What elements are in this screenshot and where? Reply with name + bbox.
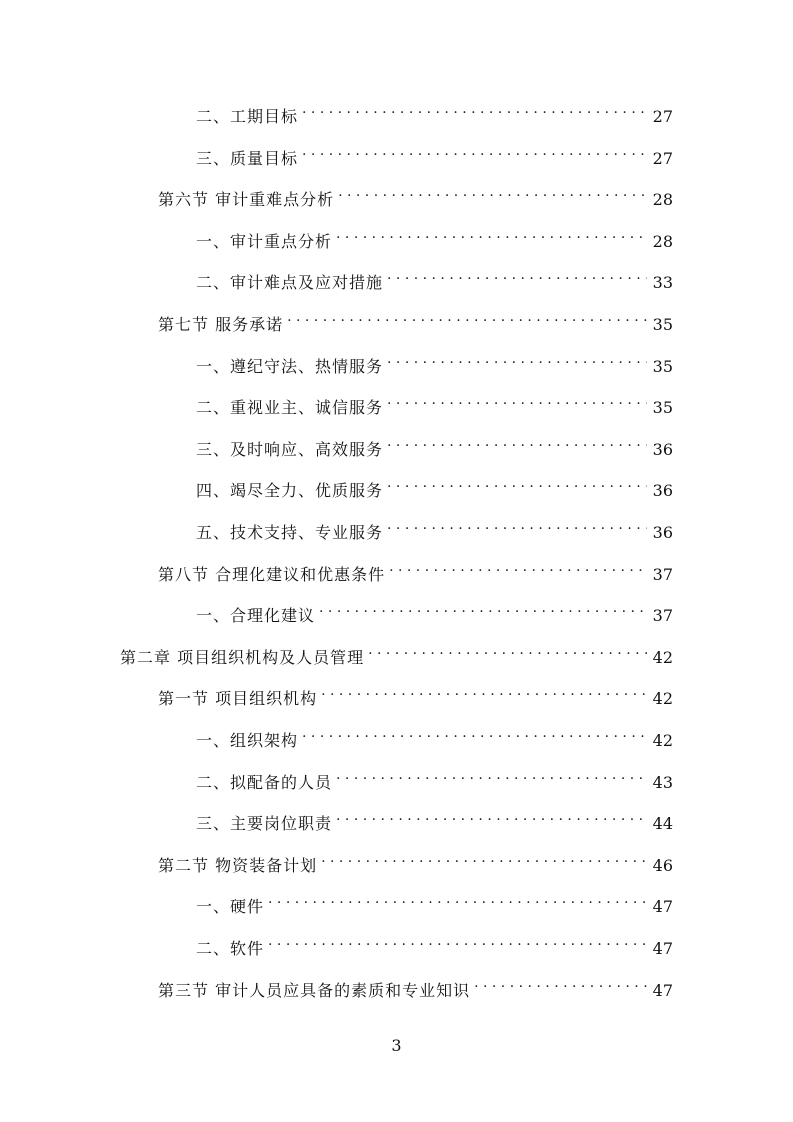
toc-entry-item[interactable] <box>196 221 673 251</box>
toc-dot-leader <box>387 429 647 455</box>
toc-entry-item[interactable] <box>196 96 673 126</box>
toc-entry-page-number: 37 <box>652 565 673 584</box>
toc-dot-leader <box>302 138 647 164</box>
toc-entry-title: 一、遵纪守法、热情服务 <box>196 357 384 376</box>
toc-entry-title: 四、竭尽全力、优质服务 <box>196 481 384 500</box>
toc-entry-title: 第三节 审计人员应具备的素质和专业知识 <box>158 981 471 1000</box>
toc-entry-page-number: 36 <box>652 481 673 500</box>
toc-entry-item[interactable] <box>196 595 673 625</box>
toc-entry-page-number: 35 <box>652 357 673 376</box>
toc-entry-section[interactable] <box>158 179 673 209</box>
toc-entry-section[interactable] <box>158 304 673 334</box>
toc-entry-item[interactable] <box>196 262 673 292</box>
toc-entry-title: 一、合理化建议 <box>196 606 316 625</box>
toc-entry-item[interactable] <box>196 470 673 500</box>
toc-dot-leader <box>268 928 647 954</box>
toc-entry-item[interactable] <box>196 346 673 376</box>
toc-entry-page-number: 47 <box>652 897 673 916</box>
toc-entry-item[interactable] <box>196 387 673 417</box>
toc-entry-page-number: 36 <box>652 440 673 459</box>
toc-dot-leader <box>389 554 647 580</box>
toc-entry-page-number: 37 <box>652 606 673 625</box>
toc-entry-title: 第一节 项目组织机构 <box>158 689 318 708</box>
toc-dot-leader <box>336 803 647 829</box>
toc-entry-title: 三、质量目标 <box>196 149 299 168</box>
toc-entry-item[interactable] <box>196 762 673 792</box>
toc-entry-title: 第二节 物资装备计划 <box>158 856 318 875</box>
toc-entry-page-number: 33 <box>652 273 673 292</box>
toc-entry-title: 二、重视业主、诚信服务 <box>196 398 384 417</box>
toc-entry-section[interactable] <box>158 970 673 1000</box>
toc-dot-leader <box>387 346 647 372</box>
toc-entry-title: 五、技术支持、专业服务 <box>196 523 384 542</box>
toc-dot-leader <box>387 387 647 413</box>
toc-entry-page-number: 28 <box>652 232 673 251</box>
toc-dot-leader <box>319 595 647 621</box>
toc-entry-item[interactable] <box>196 138 673 168</box>
toc-entry-page-number: 36 <box>652 523 673 542</box>
toc-entry-page-number: 35 <box>652 315 673 334</box>
toc-entry-item[interactable] <box>196 429 673 459</box>
toc-dot-leader <box>302 720 647 746</box>
toc-entry-item[interactable] <box>196 886 673 916</box>
toc-entry-title: 第六节 审计重难点分析 <box>158 190 335 209</box>
toc-entry-title: 二、拟配备的人员 <box>196 773 333 792</box>
toc-dot-leader <box>338 179 647 205</box>
toc-entry-page-number: 44 <box>652 814 673 833</box>
toc-entry-title: 二、工期目标 <box>196 107 299 126</box>
toc-entry-page-number: 46 <box>652 856 673 875</box>
toc-entry-title: 二、软件 <box>196 939 265 958</box>
toc-dot-leader <box>321 845 647 871</box>
page-number: 3 <box>391 1036 402 1055</box>
toc-entry-page-number: 43 <box>652 773 673 792</box>
toc-dot-leader <box>287 304 647 330</box>
toc-entry-title: 二、审计难点及应对措施 <box>196 273 384 292</box>
toc-dot-leader <box>387 262 647 288</box>
toc-entry-page-number: 42 <box>652 689 673 708</box>
toc-entry-page-number: 47 <box>652 981 673 1000</box>
toc-entry-item[interactable] <box>196 512 673 542</box>
toc-entry-page-number: 27 <box>652 149 673 168</box>
toc-entry-section[interactable] <box>158 554 673 584</box>
toc-dot-leader <box>474 970 647 996</box>
toc-dot-leader <box>336 762 647 788</box>
toc-entry-section[interactable] <box>158 845 673 875</box>
toc-dot-leader <box>302 96 647 122</box>
toc-entry-page-number: 42 <box>652 648 673 667</box>
toc-dot-leader <box>268 886 647 912</box>
toc-entry-item[interactable] <box>196 803 673 833</box>
toc-entry-item[interactable] <box>196 928 673 958</box>
toc-entry-title: 三、及时响应、高效服务 <box>196 440 384 459</box>
toc-entry-page-number: 28 <box>652 190 673 209</box>
toc-entry-page-number: 27 <box>652 107 673 126</box>
toc-dot-leader <box>321 678 647 704</box>
toc-entry-title: 一、硬件 <box>196 897 265 916</box>
toc-dot-leader <box>368 637 647 663</box>
toc-entry-title: 一、组织架构 <box>196 731 299 750</box>
toc-entry-section[interactable] <box>158 678 673 708</box>
toc-entry-title: 第二章 项目组织机构及人员管理 <box>120 648 365 667</box>
toc-entry-page-number: 42 <box>652 731 673 750</box>
toc-entry-title: 第八节 合理化建议和优惠条件 <box>158 565 386 584</box>
toc-entry-page-number: 47 <box>652 939 673 958</box>
toc-entry-page-number: 35 <box>652 398 673 417</box>
toc-dot-leader <box>387 512 647 538</box>
toc-dot-leader <box>387 470 647 496</box>
toc-entry-item[interactable] <box>196 720 673 750</box>
toc-dot-leader <box>336 221 647 247</box>
toc-entry-title: 第七节 服务承诺 <box>158 315 284 334</box>
toc-entry-chapter[interactable] <box>120 637 673 667</box>
toc-entry-title: 三、主要岗位职责 <box>196 814 333 833</box>
toc-entry-title: 一、审计重点分析 <box>196 232 333 251</box>
